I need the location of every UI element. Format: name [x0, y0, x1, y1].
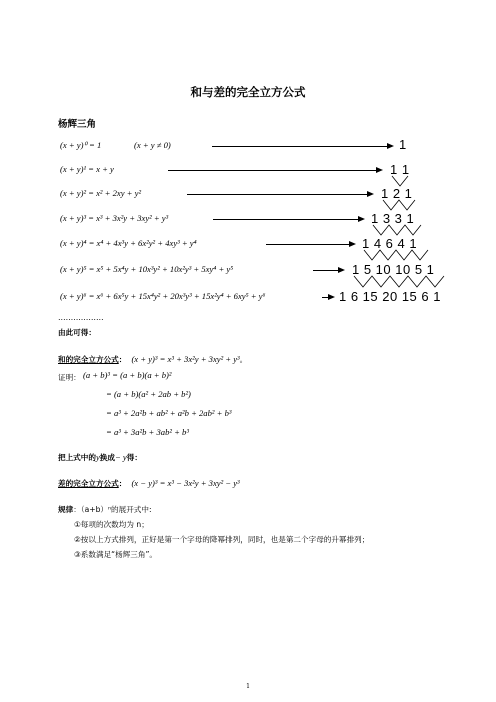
diff-cube-formula: (x − y)³ = x³ − 3x²y + 3xy² − y³	[131, 478, 240, 488]
sum-cube-label: 和的完全立方公式	[58, 355, 119, 364]
replace-note	[58, 452, 142, 463]
sum-cube-colon: ：	[118, 355, 127, 364]
page-number: 1	[246, 683, 250, 690]
proof-line-2: = (a + b)(a² + 2ab + b²)	[106, 389, 191, 399]
sum-cube-end: 。	[239, 355, 248, 364]
replace-suffix: 得：	[126, 453, 142, 462]
rules-heading-rest: ：（a+b）ⁿ的展开式中:	[73, 505, 152, 514]
pascal-row-3: 1 3 3 1	[371, 211, 415, 226]
pascal-row-2: 1 2 1	[381, 186, 413, 201]
expansion-formula-6: (x + y)⁶ = x⁶ + 6x⁵y + 15x⁴y² + 20x³y³ + 15x²y⁴ + 6xy⁵ + y⁶	[60, 291, 266, 301]
expansion-formula-5: (x + y)⁵ = x⁵ + 5x⁴y + 10x³y² + 10x²y³ + 5xy⁴ + y⁵	[60, 264, 234, 274]
proof-line-1: (a + b)³ = (a + b)(a + b)²	[83, 370, 172, 380]
ellipsis: ………………	[58, 313, 104, 322]
sum-cube-line	[58, 347, 247, 366]
pascal-row-4: 1 4 6 4 1	[362, 236, 418, 251]
sum-cube-formula: (x + y)³ = x³ + 3x²y + 3xy² + y³	[131, 354, 240, 364]
proof-line-3: = a³ + 2a²b + ab² + a²b + 2ab² + b³	[106, 408, 232, 418]
diff-cube-line	[58, 471, 240, 490]
zigzag-row-2	[383, 200, 415, 210]
expansion-formula-3: (x + y)³ = x³ + 3x²y + 3xy² + y³	[60, 213, 169, 223]
pascal-row-0: 1	[399, 137, 407, 152]
pascal-row-1: 1 1	[390, 162, 410, 177]
diff-cube-label: 差的完全立方公式	[58, 479, 119, 488]
zigzag-row-1	[392, 176, 408, 186]
rules-heading: 规律	[58, 505, 74, 514]
replace-prefix: 把上式中的	[58, 453, 96, 462]
rule-item-3: ③系数满足“杨辉三角”。	[74, 550, 158, 559]
replace-middle: 换成	[99, 453, 115, 462]
replace-var-y: y	[95, 452, 100, 462]
zigzag-row-5	[354, 276, 444, 287]
zigzag-row-4	[364, 250, 428, 260]
expansion-formula-4: (x + y)⁴ = x⁴ + 4x³y + 6x²y² + 4xy³ + y⁴	[60, 238, 197, 248]
zigzag-row-3	[373, 225, 421, 235]
page-title: 和与差的完全立方公式	[190, 85, 306, 99]
diff-cube-colon: ：	[118, 479, 127, 488]
derived-heading: 由此可得：	[58, 328, 96, 337]
section-heading: 杨辉三角	[58, 119, 97, 130]
nonzero-condition: (x + y ≠ 0)	[134, 140, 171, 150]
pascal-row-6: 1 6 15 20 15 6 1	[339, 289, 441, 304]
replace-var-neg: − y	[114, 452, 127, 462]
expansion-formula-1: (x + y)¹ = x + y	[60, 164, 114, 174]
expansion-formula-2: (x + y)² = x² + 2xy + y²	[60, 188, 142, 198]
proof-line-4: = a³ + 3a²b + 3ab² + b³	[106, 427, 189, 437]
rule-item-2: ②按以上方式排列，正好是第一个字母的降幂排列，同时，也是第二个字母的升幂排列；	[74, 535, 370, 544]
rules-heading-line	[58, 504, 152, 515]
expansion-formula-0: (x + y)⁰ = 1	[60, 140, 102, 150]
proof-label: 证明：	[58, 373, 81, 382]
rule-item-1: ①每项的次数均为 n；	[74, 520, 149, 529]
pascal-row-5: 1 5 10 10 5 1	[352, 262, 435, 277]
